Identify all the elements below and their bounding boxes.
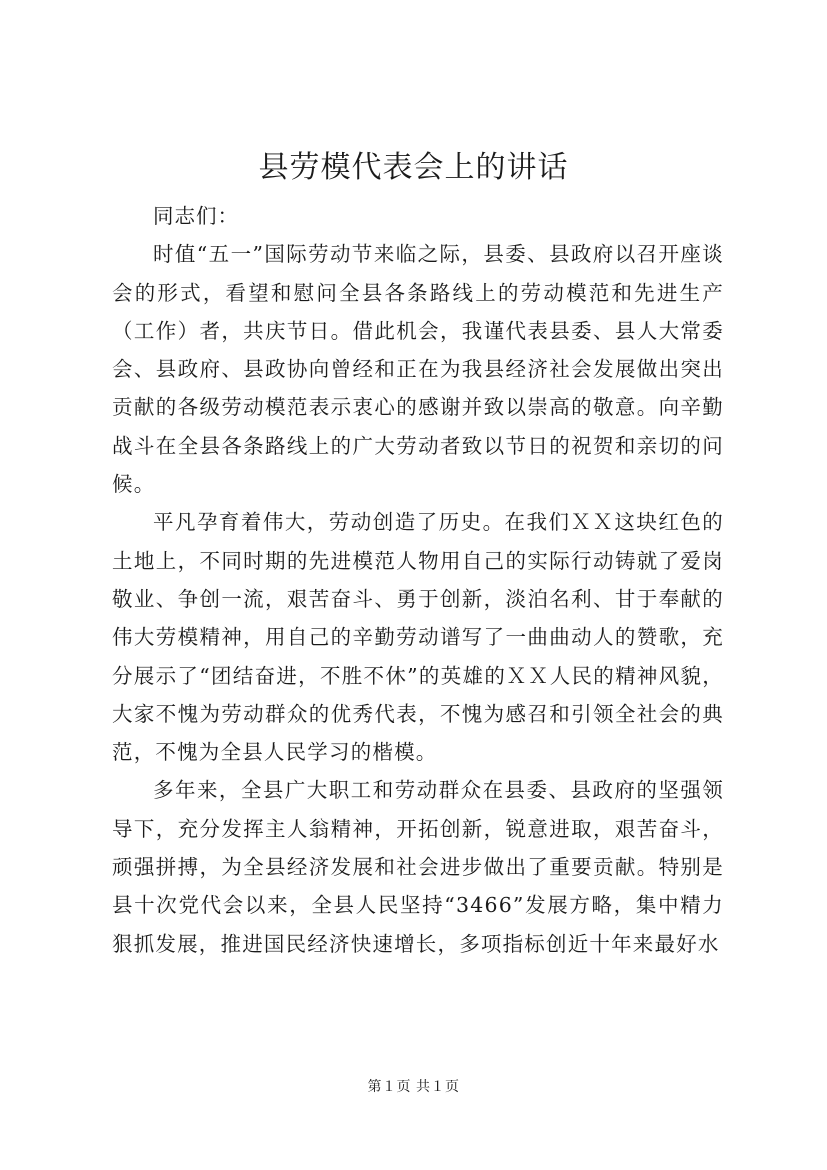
page-number-footer: 第１页 共１页 — [367, 1079, 460, 1095]
document-body — [112, 197, 724, 963]
document-title: 县劳模代表会上的讲话 — [258, 150, 569, 185]
paragraph-2: 平凡孕育着伟大，劳动创造了历史。在我们ＸＸ这块红色的土地上，不同时期的先进模范人物用自己的实际行动铸就了爱岗敬业、争创一流，艰苦奋斗、勇于创新，淡泊名利、甘于奉献的伟大劳模精神，用自己的辛勤劳动谱写了一曲曲动人的赞歌，充分展示了“团结奋进，不胜不休”的英雄的ＸＸ人民的精神风貌，大家不愧为劳动群众的优秀代表，不愧为感召和引领全社会的典范，不愧为全县人民学习的楷模。 — [112, 510, 724, 765]
paragraph-1: 时值“五一”国际劳动节来临之际，县委、县政府以召开座谈会的形式，看望和慰问全县各条路线上的劳动模范和先进生产（工作）者，共庆节日。借此机会，我谨代表县委、县人大常委会、县政府、县政协向曾经和正在为我县经济社会发展做出突出贡献的各级劳动模范表示衷心的感谢并致以崇高的敬意。向辛勤战斗在全县各条路线上的广大劳动者致以节日的祝贺和亲切的问候。 — [112, 242, 724, 497]
greeting: 同志们： — [153, 204, 239, 228]
paragraph-3: 多年来，全县广大职工和劳动群众在县委、县政府的坚强领导下，充分发挥主人翁精神，开拓创新，锐意进取，艰苦奋斗，顽强拼搏，为全县经济发展和社会进步做出了重要贡献。特别是县十次党代会以来，全县人民坚持“3466”发展方略，集中精力狠抓发展，推进国民经济快速增长，多项指标创近十年来最好水 — [112, 778, 724, 956]
